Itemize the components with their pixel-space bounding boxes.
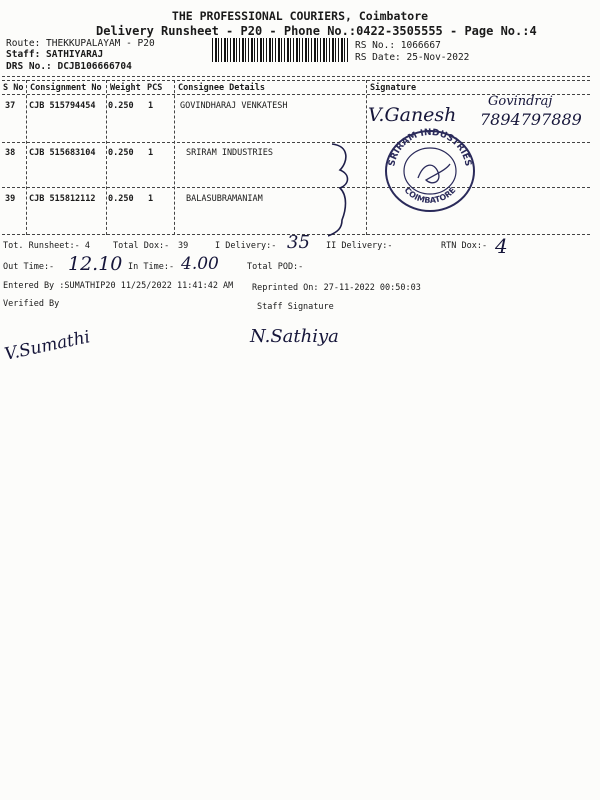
- total-pod-label: Total POD:-: [247, 262, 304, 272]
- row-consignee: GOVINDHARAJ VENKATESH: [180, 101, 288, 111]
- col-divider: [174, 80, 175, 235]
- handwritten-phone: 7894797889: [480, 110, 582, 129]
- out-time-label: Out Time:-: [3, 262, 55, 272]
- row-sno: 37: [5, 101, 16, 111]
- barcode: [212, 38, 348, 62]
- row-weight: 0.250: [108, 148, 134, 158]
- rtn-dox-label: RTN Dox:-: [441, 241, 488, 251]
- verified-signature: V.Sumathi: [2, 327, 92, 365]
- total-dox-value: 39: [178, 241, 189, 251]
- header-weight: Weight: [110, 83, 141, 93]
- staff-signature: N.Sathiya: [250, 326, 339, 347]
- row-consignee: SRIRAM INDUSTRIES: [186, 148, 273, 158]
- total-dox-label: Total Dox:-: [113, 241, 170, 251]
- col-divider: [106, 80, 107, 235]
- col-divider: [26, 80, 27, 235]
- staff-label: Staff: SATHIYARAJ: [6, 49, 104, 60]
- header-consignment: Consignment No: [30, 83, 102, 93]
- staff-signature-label: Staff Signature: [257, 302, 334, 312]
- ii-delivery-label: II Delivery:-: [326, 241, 393, 251]
- col-divider: [366, 80, 367, 235]
- rs-number: RS No.: 1066667: [355, 40, 441, 51]
- handwritten-note: Govindraj: [488, 94, 553, 109]
- row-consignment: CJB 515812112: [29, 194, 96, 204]
- verified-by-label: Verified By: [3, 299, 60, 309]
- table-top-border-2: [2, 80, 590, 81]
- runsheet-title: Delivery Runsheet - P20 - Phone No.:0422-3505555 - Page No.:4: [96, 24, 537, 38]
- row-pcs: 1: [148, 148, 154, 158]
- header-signature: Signature: [370, 83, 417, 93]
- row-consignment: CJB 515683104: [29, 148, 96, 158]
- header-consignee: Consignee Details: [178, 83, 265, 93]
- svg-text:SRIRAM INDUSTRIES: SRIRAM INDUSTRIES: [387, 127, 473, 168]
- row-weight: 0.250: [108, 101, 134, 111]
- header-sno: S No: [3, 83, 24, 93]
- rtn-dox-handwritten: 4: [495, 234, 508, 258]
- row-consignee: BALASUBRAMANIAM: [186, 194, 263, 204]
- row-divider: [2, 187, 590, 188]
- row-pcs: 1: [148, 194, 154, 204]
- reprinted-on: Reprinted On: 27-11-2022 00:50:03: [252, 283, 421, 293]
- row-sno: 39: [5, 194, 16, 204]
- row-weight: 0.250: [108, 194, 134, 204]
- company-stamp: [380, 126, 480, 216]
- in-time-handwritten: 4.00: [181, 254, 219, 274]
- rs-date: RS Date: 25-Nov-2022: [355, 52, 470, 63]
- row-divider: [2, 142, 590, 143]
- i-delivery-handwritten: 35: [287, 232, 310, 253]
- tot-runsheet: Tot. Runsheet:- 4: [3, 241, 90, 251]
- row-sno: 38: [5, 148, 16, 158]
- header-pcs: PCS: [147, 83, 163, 93]
- in-time-label: In Time:-: [128, 262, 175, 272]
- brace-mark: [328, 140, 358, 240]
- company-title: THE PROFESSIONAL COURIERS, Coimbatore: [171, 9, 429, 23]
- row-pcs: 1: [148, 101, 154, 111]
- handwritten-signature: V.Ganesh: [368, 104, 457, 126]
- svg-text:COIMBATORE: COIMBATORE: [402, 185, 458, 206]
- entered-by: Entered By :SUMATHIP20 11/25/2022 11:41:42 AM: [3, 281, 234, 291]
- i-delivery-label: I Delivery:-: [215, 241, 277, 251]
- row-consignment: CJB 515794454: [29, 101, 96, 111]
- table-top-border: [2, 76, 590, 77]
- out-time-handwritten: 12.10: [68, 253, 123, 275]
- drs-number: DRS No.: DCJB106666704: [6, 61, 132, 72]
- route-label: Route: THEKKUPALAYAM - P20: [6, 38, 155, 49]
